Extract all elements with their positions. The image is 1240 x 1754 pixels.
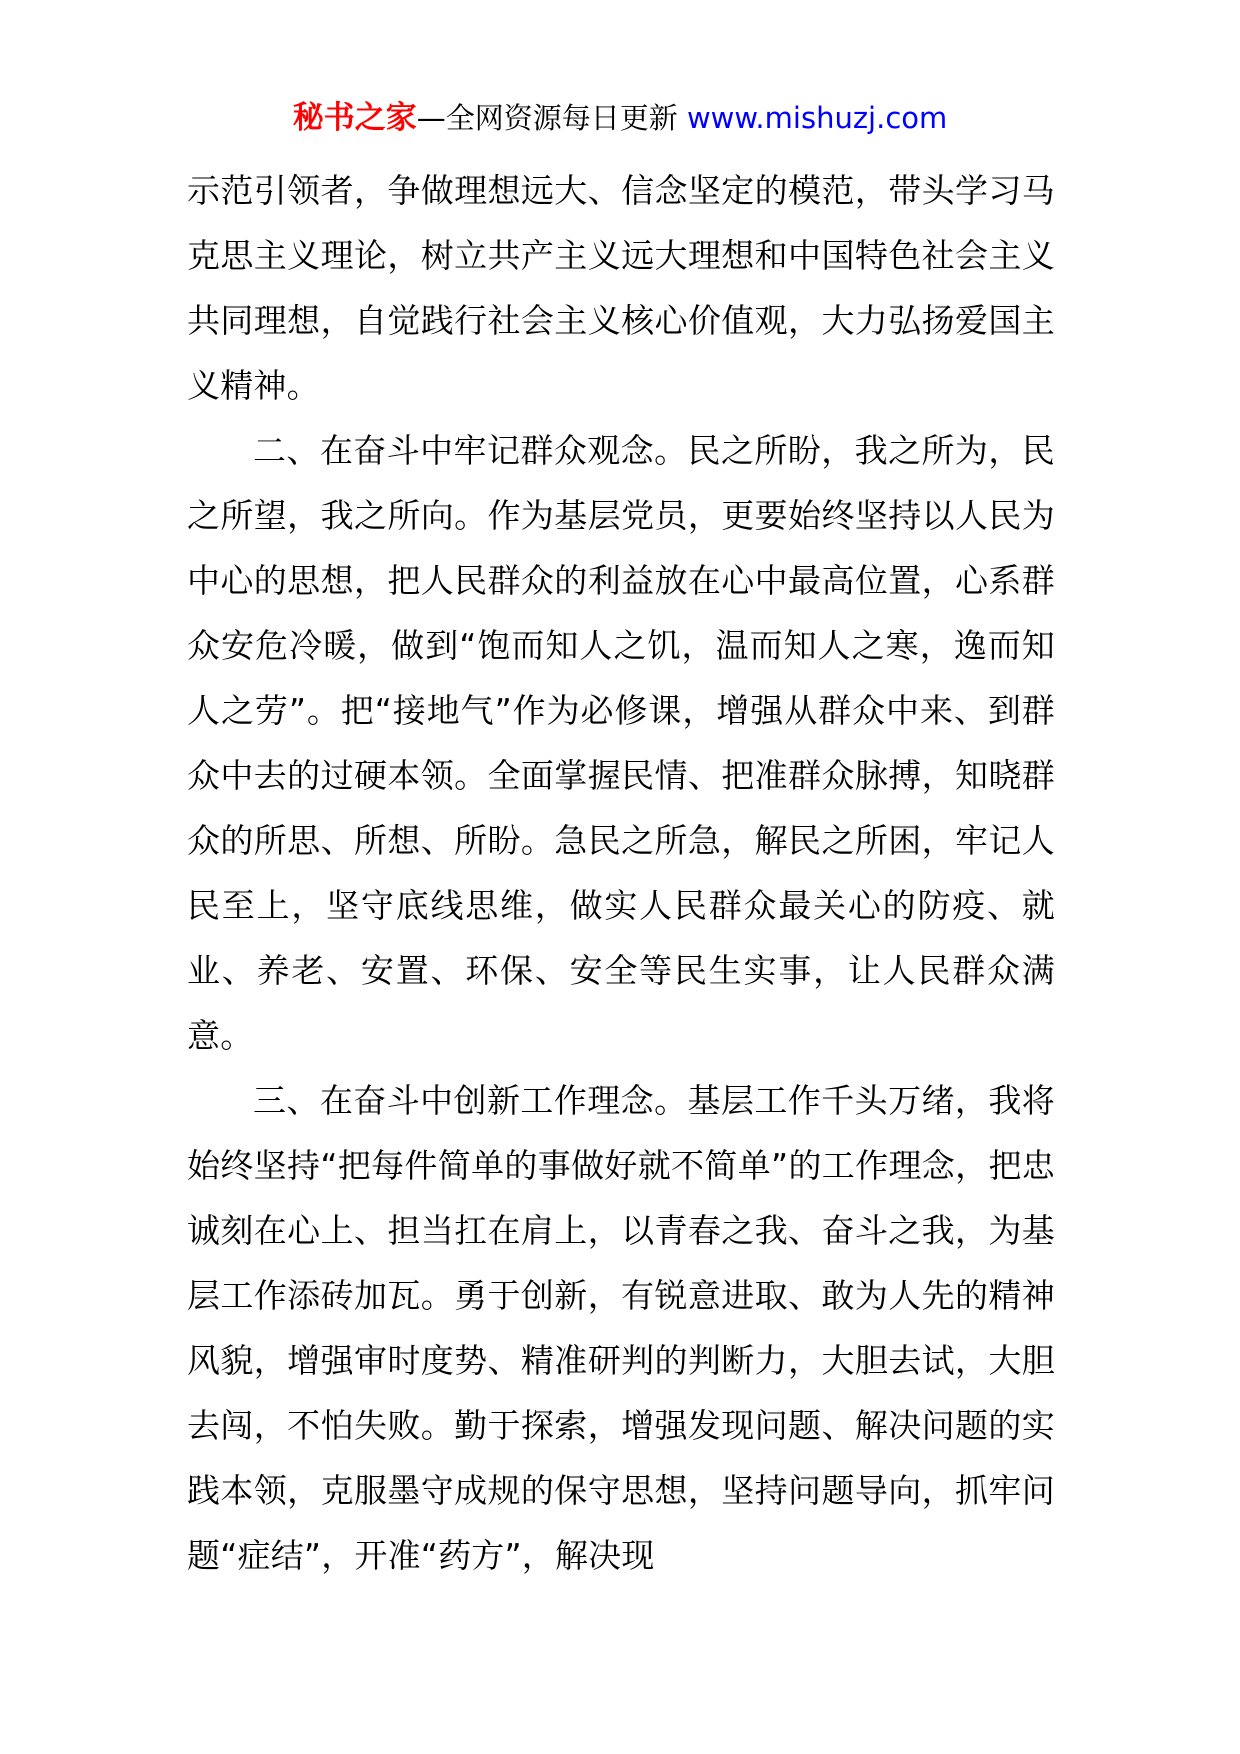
website-url[interactable]: www.mishuzj.com	[686, 101, 948, 135]
paragraph-continued: 示范引领者，争做理想远大、信念坚定的模范，带头学习马克思主义理论，树立共产主义远大理想和中国特色社会主义共同理想，自觉践行社会主义核心价值观，大力弘扬爱国主义精神。	[187, 171, 1055, 405]
paragraph-section-three: 三、在奋斗中创新工作理念。基层工作千头万绪，我将始终坚持“把每件简单的事做好就不简单”的工作理念，把忠诚刻在心上、担当扛在肩上，以青春之我、奋斗之我，为基层工作添砖加瓦。勇于创新，有锐意进取、敢为人先的精神风貌，增强审时度势、精准研判的判断力，大胆去试，大胆去闯，不怕失败。勤于探索，增强发现问题、解决问题的实践本领，克服墨守成规的保守思想，坚持问题导向，抓牢问题“症结”，开准“药方”，解决现	[187, 1081, 1055, 1575]
page-header	[0, 98, 1240, 138]
paragraph-section-two: 二、在奋斗中牢记群众观念。民之所盼，我之所为，民之所望，我之所向。作为基层党员，更要始终坚持以人民为中心的思想，把人民群众的利益放在心中最高位置，心系群众安危冷暖，做到“饱而知人之饥，温而知人之寒，逸而知人之劳”。把“接地气”作为必修课，增强从群众中来、到群众中去的过硬本领。全面掌握民情、把准群众脉搏，知晓群众的所思、所想、所盼。急民之所急，解民之所困，牢记人民至上，坚守底线思维，做实人民群众最关心的防疫、就业、养老、安置、环保、安全等民生实事，让人民群众满意。	[187, 431, 1055, 1055]
brand-name: 秘书之家	[292, 100, 417, 136]
header-slogan: —全网资源每日更新	[416, 101, 687, 135]
document-body	[187, 158, 1055, 1588]
